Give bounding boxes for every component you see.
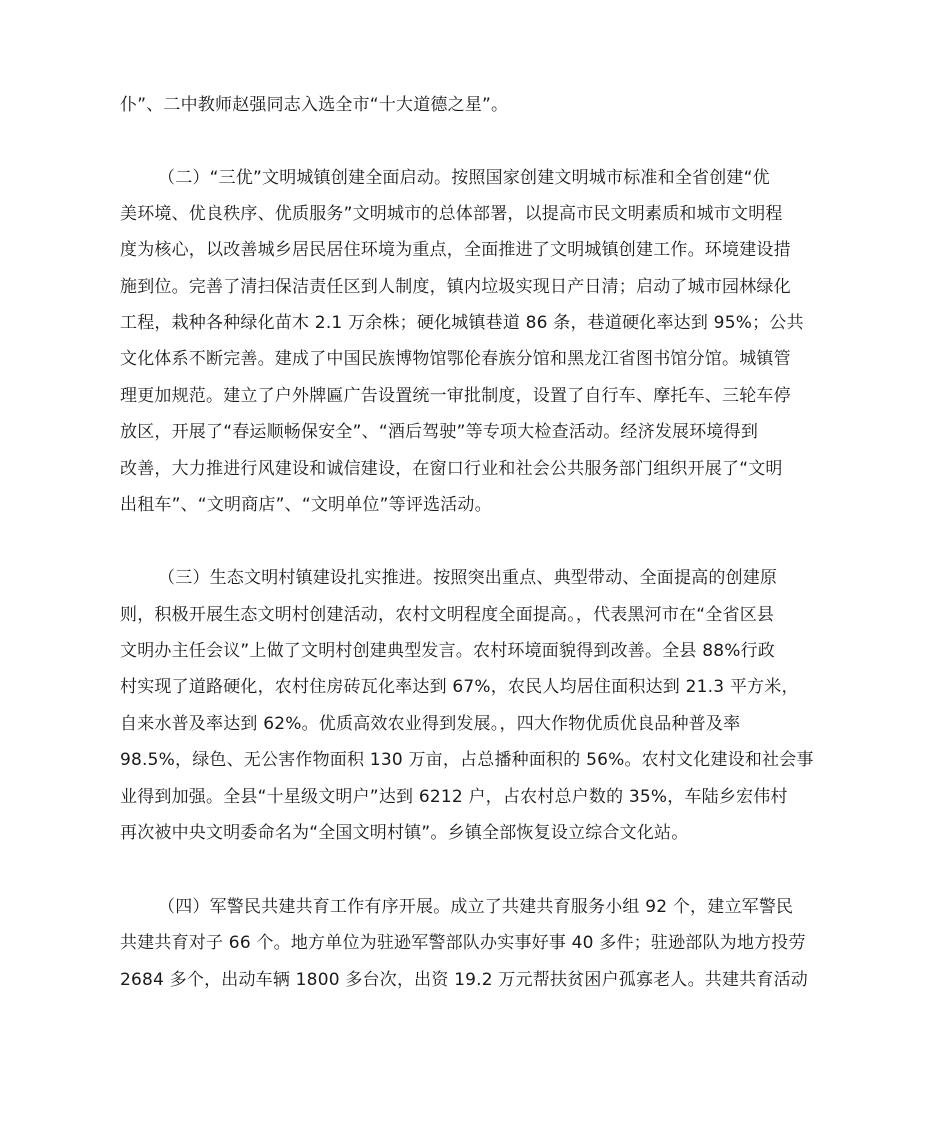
- text-line: 美环境、优良秩序、优质服务”文明城市的总体部署，以提高市民文明素质和城市文明程: [120, 204, 783, 224]
- text-line: 出租车”、“文明商店”、“文明单位”等评选活动。: [120, 495, 492, 515]
- text-line: 放区，开展了“春运顺畅保安全”、“酒后驾驶”等专项大检查活动。经济发展环境得到: [120, 422, 759, 442]
- text-line: 共建共育对子 66 个。地方单位为驻逊军警部队办实事好事 40 多件；驻逊部队为地方投劳: [120, 933, 806, 953]
- text-line: 工程，栽种各种绿化苗木 2.1 万余株；硬化城镇巷道 86 条，巷道硬化率达到 95%；公共: [120, 313, 804, 333]
- text-line: 村实现了道路硬化，农村住房砖瓦化率达到 67%，农民人均居住面积达到 21.3 平方米，: [120, 677, 799, 697]
- paragraph-first-line: （二）“三优”文明城镇创建全面启动。按照国家创建文明城市标准和全省创建“优: [158, 168, 770, 188]
- text-line: 98.5%，绿色、无公害作物面积 130 万亩，占总播种面积的 56%。农村文化建设和社会事: [120, 750, 814, 770]
- text-line: 施到位。完善了清扫保洁责任区到人制度，镇内垃圾实现日产日清；启动了城市园林绿化: [120, 277, 791, 297]
- text-line: 业得到加强。全县“十星级文明户”达到 6212 户，占农村总户数的 35%，车陆乡宏伟村: [120, 787, 788, 807]
- text-line: 2684 多个，出动车辆 1800 多台次，出资 19.2 万元帮扶贫困户孤寡老人。共建共育活动: [120, 970, 808, 990]
- text-line: 仆”、二中教师赵强同志入选全市“十大道德之星”。: [120, 95, 509, 115]
- text-line: 文明办主任会议”上做了文明村创建典型发言。农村环境面貌得到改善。全县 88%行政: [120, 641, 775, 661]
- text-line: 则，积极开展生态文明村创建活动，农村文明程度全面提高。，代表黑河市在“全省区县: [120, 605, 775, 625]
- text-line: 自来水普及率达到 62%。优质高效农业得到发展。，四大作物优质优良品种普及率: [120, 714, 741, 734]
- text-line: 再次被中央文明委命名为“全国文明村镇”。乡镇全部恢复设立综合文化站。: [120, 823, 689, 843]
- text-line: 改善，大力推进行风建设和诚信建设，在窗口行业和社会公共服务部门组织开展了“文明: [120, 459, 783, 479]
- text-line: 理更加规范。建立了户外牌匾广告设置统一审批制度，设置了自行车、摩托车、三轮车停: [120, 386, 791, 406]
- text-line: 文化体系不断完善。建成了中国民族博物馆鄂伦春族分馆和黑龙江省图书馆分馆。城镇管: [120, 349, 791, 369]
- paragraph-first-line: （四）军警民共建共育工作有序开展。成立了共建共育服务小组 92 个，建立军警民: [158, 897, 794, 917]
- text-line: 度为核心，以改善城乡居民居住环境为重点，全面推进了文明城镇创建工作。环境建设措: [120, 240, 791, 260]
- paragraph-first-line: （三）生态文明村镇建设扎实推进。按照突出重点、典型带动、全面提高的创建原: [158, 568, 778, 588]
